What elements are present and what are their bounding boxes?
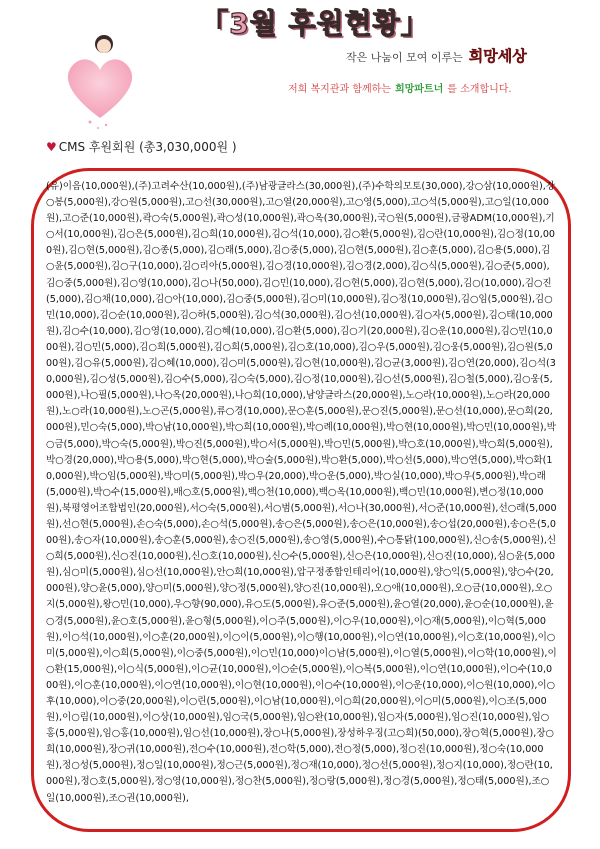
tagline-text: 작은 나눔이 모여 이루는 [346,51,463,64]
heart-icon: ♥ [46,139,57,154]
heart-girl-illustration [50,30,150,130]
brand-name: 희망세상 [468,47,527,65]
page-title-wrap [150,2,480,42]
intro-pre: 저희 복지관과 함께하는 [288,84,391,95]
intro-partner: 희망파트너 [394,84,444,95]
tagline [346,45,527,66]
page-title: 「3월 후원현황」 [200,7,430,40]
intro-line [288,80,512,95]
intro-post: 를 소개합니다. [447,84,512,95]
donor-list: (유)이음(10,000원),(주)고려수산(10,000원),(주)남광글라스(30,000원),(주)수학의모토(30,000),강○삼(10,000원),강○봉(5,000원),강○원(5,000원),고○선(30,000원),고○열(20,000원),고○영(5,000),고○석(5,000원),고○일(10,000원),고○준(10,000원),곽○숙(5,000원),곽○성(10,000원),곽○옥(30,000원),국○원(5,000원),금광ADM(10,000원),기○서(10,000원),김○은(5,000원),김○희(10,000원),김○석(10,000),김○환(5,000원),김○란(10,000원),김○정(10,000원),김○현(5,000원),김○종(5,000),김○래(5,000),김○중(5,000),김○현(5,000원),김○훈(5,000),김○용(5,000),김○윤(5,000원),김○구(10,000),김○리아(5,000원),김○경(10,000원),김○경(2,000),김○식(5,000원),김○준(5,000),김○중(5,000원),김○영(10,000),김○나(50,000),김○민(10,000),김○현(5,000),김○현(5,000),김○(10,000),김○진(5,000),김○채(10,000),김○아(10,000),김○중(5,000원),김○미(10,000원),김○정(10,000원),김○임(5,000원),김○민(10,000),김○순(10,000원),김○하(5,000원),김○석(30,000원),김○선(10,000원),김○자(5,000원),김○태(10,000원),김○수(10,000),김○영(10,000),김○혜(10,000),김○환(5,000),김○기(20,000원),김○운(10,000원),김○민(10,000원),김○민(5,000),김○희(5,000원),김○희(5,000원),김○호(10,000),김○우(5,000원),김○웅(5,000원),김○원(5,000원),김○유(5,000원),김○혜(10,000),김○미(5,000원),김○현(10,000원),김○균(3,000원),김○연(20,000),김○석(30,000원),김○성(5,000원),김○수(5,000),김○숙(5,000),김○정(10,000원),김○선(5,000원),김○철(5,000),김○웅(5,000원),나○필(5,000원),나○옥(20,000원),나○희(10,000),남양글라스(20,000원),노○라(10,000원),노○라(20,000원),노○라(10,000원),노○곤(5,000원),류○경(10,000),문○훈(5,000원),문○진(5,000원),문○선(10,000),문○희(20,000원),민○숙(5,000),박○남(10,000원),박○희(10,000원),박○례(10,000원),박○현(10,000원),박○민(10,000원),박○금(5,000),박○숙(5,000원),박○진(5,000원),박○서(5,000원),박○민(5,000원),박○호(10,000원),박○희(5,000원),박○경(20,000),박○용(5,000),박○현(5,000),박○술(5,000원),박○환(5,000),박○선(5,000),박○연(5,000),박○화(10,000원),박○임(5,000원),박○미(5,000원),박○우(20,000),박○운(5,000),박○실(10,000),박○우(5,000원),박○래(5,000원),박○수(15,000원),배○호(5,000원),백○천(10,000),백○옥(10,000원),백○민(10,000원),변○정(10,000원),북평영어조합법인(20,000원),서○숙(5,000원),서○범(5,000원),서○나(30,000원),서○준(10,000원),선○래(5,000원),선○현(5,000원),손○숙(5,000),손○석(5,000원),송○은(5,000원),송○은(10,000원),송○섭(20,000원),송○은(5,000원),송○자(10,000원),송○훈(5,000원),송○진(5,000원),송○영(5,000원),수○통닭(100,000원),신○송(5,000원),신○희(5,000원),신○진(10,000원),신○호(10,000원),신○수(5,000원),신○은(10,000원),신○진(10,000),심○윤(5,000원),심○미(5,000원),심○선(10,000원),안○희(10,000원),압구정종합인테리어(10,000원),양○익(5,000원),양○수(20,000원),양○윤(5,000),양○미(5,000원),양○정(5,000원),양○진(10,000원),오○애(10,000원),오○금(10,000원),오○지(5,000원),왕○민(10,000),우○향(90,000),유○도(5,000원),유○준(5,000원),윤○열(20,000),윤○순(10,000원),윤○경(5,000원),윤○호(5,000원),윤○형(5,000원),이○주(5,000원),이○우(10,000원),이○재(5,000원),이○혁(5,000원),이○석(10,000원),이○훈(20,000원),이○이(5,000원),이○행(10,000원),이○연(10,000원),이○호(10,000원),이○미(5,000원),이○희(5,000원),이○중(5,000원),이○민(10,000)이○남(5,000원),이○열(5,000원),이○학(10,000원),이○환(15,000원),이○식(5,000원),이○균(10,000원),이○순(5,000원),이○복(5,000원),이○연(10,000원),이○수(10,000원),이○훈(10,000원),이○연(10,000원),이○현(10,000원),이○수(10,000원),이○운(10,000),이○원(10,000),이○후(10,000),이○중(20,000원),이○린(5,000원),이○남(10,000원),이○희(20,000원),이○미(5,000원),이○조(5,000원),이○림(10,000원),이○상(10,000원),임○국(5,000원),임○완(10,000원),임○자(5,000원),임○진(10,000원),임○홍(5,000원),임○홍(10,000원),임○선(10,000원),장○나(5,000원),장성하우징(고○희)(50,000),장○혁(5,000원),장○희(10,000원),장○귀(10,000원),전○수(10,000원),전○학(5,000),전○정(5,000),정○진(10,000원),정○숙(10,000원),정○성(5,000원),정○일(10,000원),정○근(5,000원),정○재(10,000),정○선(5,000원),정○지(10,000),정○란(10,000원),정○호(5,000원),정○영(10,000원),정○찬(5,000원),정○랑(5,000원),정○경(5,000원),정○태(5,000원),조○일(10,000원),조○권(10,000원), [46,181,557,804]
section-heading [46,138,237,155]
section-label: CMS 후원회원 (총3,030,000원 ) [58,140,237,154]
